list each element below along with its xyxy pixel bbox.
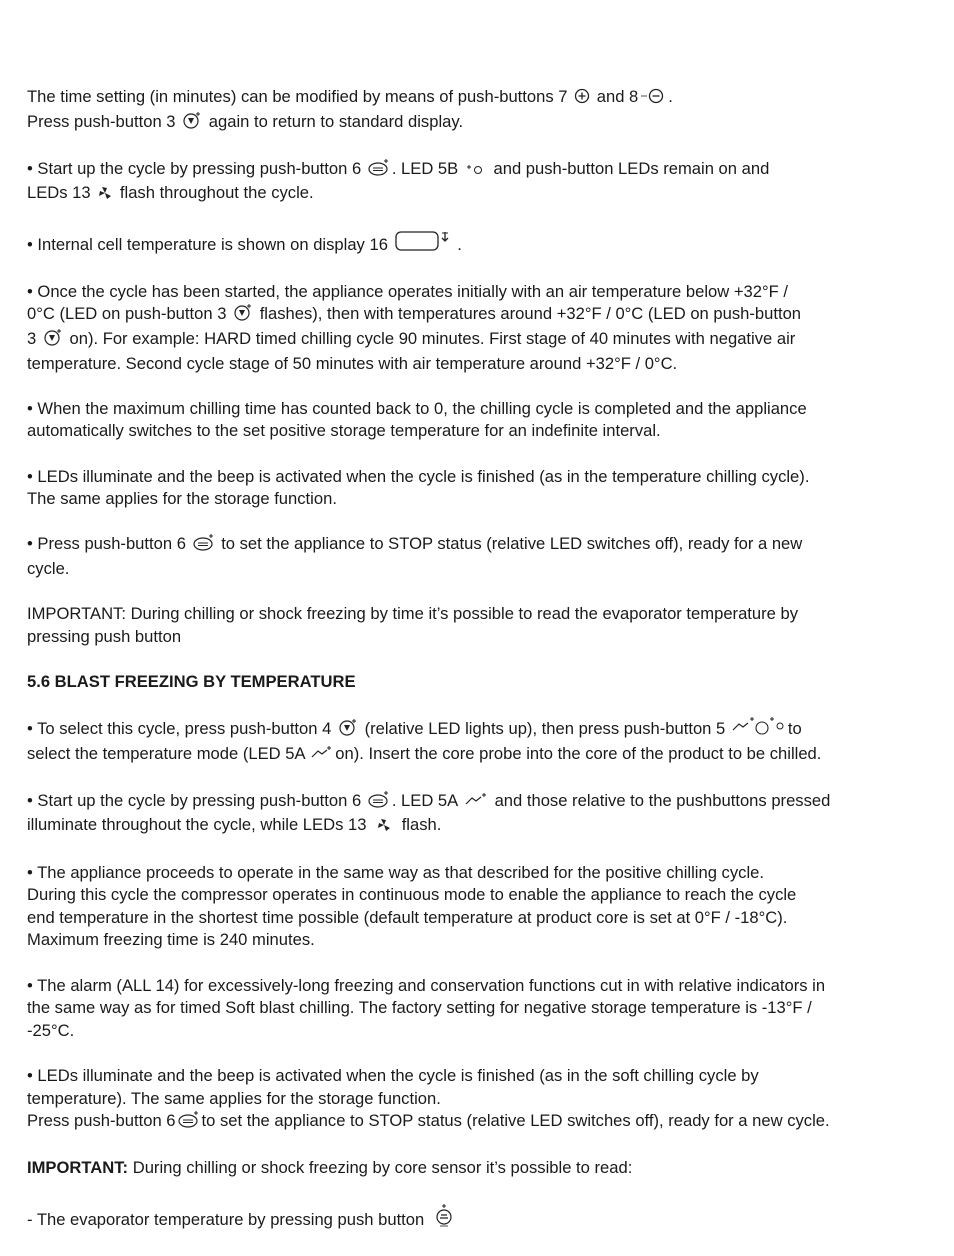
time-setting-paragraph <box>27 86 872 135</box>
text: on). Insert the core probe into the core of the product to be chilled. <box>335 743 822 763</box>
text: The same applies for the storage function. <box>27 489 337 509</box>
text: select the temperature mode (LED 5A <box>27 743 305 763</box>
text: 0°C (LED on push-button 3 <box>27 304 227 324</box>
text: illuminate throughout the cycle, while LEDs 13 <box>27 815 367 835</box>
evaporator-button-icon <box>431 1203 457 1234</box>
core-probe-icon <box>464 792 488 815</box>
timer-led-icon <box>465 160 487 183</box>
evaporator-paragraph <box>27 1203 872 1234</box>
text: flash throughout the cycle. <box>119 183 314 203</box>
text: IMPORTANT: During chilling or shock freezing by time it’s possible to read the evaporator temperature by <box>27 604 799 624</box>
text: • The appliance proceeds to operate in the same way as that described for the positive chilling cycle. <box>27 862 764 882</box>
internal-temp-paragraph <box>27 230 872 259</box>
text: During this cycle the compressor operates in continuous mode to enable the appliance to reach the cycle <box>27 885 797 905</box>
leds-finished-2-paragraph <box>27 1065 872 1135</box>
important-core-paragraph <box>27 1157 872 1180</box>
start-cycle-paragraph <box>27 158 872 207</box>
text: flashes), then with temperatures around +32°F / 0°C (LED on push-button <box>259 304 802 324</box>
plus-circle-icon <box>574 88 590 111</box>
text: flash. <box>401 815 442 835</box>
display-icon <box>395 230 451 259</box>
text: . <box>457 234 462 254</box>
text: and 8 <box>596 87 639 106</box>
chill-mode-icon <box>233 303 253 328</box>
minus-circle-icon <box>640 88 666 111</box>
document-page <box>27 86 872 1256</box>
text: • Once the cycle has been started, the appliance operates initially with an air temperature below +32°F / <box>27 281 788 301</box>
text: 3 <box>27 328 37 348</box>
alarm-paragraph <box>27 975 872 1043</box>
text: to set the appliance to STOP status (relative LED switches off), ready for a new cycle. <box>201 1111 830 1131</box>
text: pressing push button <box>27 626 182 646</box>
text: . LED 5A <box>391 790 458 810</box>
leds-finished-paragraph <box>27 466 872 511</box>
text: • The alarm (ALL 14) for excessively-long freezing and conservation functions cut in with relative indicators in <box>27 975 826 995</box>
text: temperature. Second cycle stage of 50 minutes with air temperature around +32°F / 0°C. <box>27 353 678 373</box>
text: the same way as for timed Soft blast chilling. The factory setting for negative storage temperature is -13°F / <box>27 998 812 1018</box>
text: • Internal cell temperature is shown on display 16 <box>27 234 388 254</box>
important-time-paragraph <box>27 603 872 648</box>
once-started-paragraph <box>27 281 872 375</box>
text: Press push-button 6 <box>27 1111 176 1131</box>
text: • Start up the cycle by pressing push-button 6 <box>27 158 362 178</box>
text: end temperature in the shortest time possible (default temperature at product core is set at 0°F / -18°C). <box>27 907 788 927</box>
text: LEDs 13 <box>27 183 91 203</box>
text: • Press push-button 6 <box>27 534 186 554</box>
fan-icon <box>97 184 113 207</box>
chill-mode-icon <box>338 718 358 743</box>
text: Press push-button 3 <box>27 111 176 131</box>
text: . <box>668 87 673 106</box>
text: • LEDs illuminate and the beep is activated when the cycle is finished (as in the soft chilling cycle by <box>27 1065 759 1085</box>
start-cycle-2-paragraph <box>27 790 872 839</box>
text: -25°C. <box>27 1020 75 1040</box>
start-stop-icon <box>193 533 215 558</box>
text: on). For example: HARD timed chilling cycle 90 minutes. First stage of 40 minutes with negative air <box>69 328 796 348</box>
text: to <box>787 719 802 739</box>
text: . LED 5B <box>391 158 459 178</box>
max-time-paragraph: • When the maximum chilling time has counted back to 0, the chilling cycle is completed and the appliance automatically switches to the set positive storage temperature for an indefinite interval. <box>27 398 807 441</box>
text: and those relative to the pushbuttons pressed <box>494 790 831 810</box>
start-stop-icon <box>178 1110 200 1135</box>
text: • Start up the cycle by pressing push-button 6 <box>27 790 362 810</box>
text: again to return to standard display. <box>208 111 464 131</box>
text: to set the appliance to STOP status (relative LED switches off), ready for a new <box>221 534 803 554</box>
core-probe-icon <box>311 745 333 768</box>
chill-mode-icon <box>43 328 63 353</box>
text: The time setting (in minutes) can be modified by means of push-buttons 7 <box>27 87 568 106</box>
stop-status-paragraph <box>27 533 872 580</box>
start-stop-icon <box>368 790 390 815</box>
text: - The evaporator temperature by pressing push button <box>27 1209 425 1229</box>
start-stop-icon <box>368 158 390 183</box>
important-label: IMPORTANT: <box>27 1158 129 1178</box>
section-heading: 5.6 BLAST FREEZING BY TEMPERATURE <box>27 671 356 691</box>
core-probe-icon <box>732 716 786 743</box>
text: and push-button LEDs remain on and <box>493 158 770 178</box>
text: During chilling or shock freezing by core sensor it’s possible to read: <box>132 1158 633 1178</box>
text: • To select this cycle, press push-button 4 <box>27 719 332 739</box>
text: • LEDs illuminate and the beep is activated when the cycle is finished (as in the temperature chilling cycle). <box>27 466 810 486</box>
text: temperature). The same applies for the storage function. <box>27 1088 441 1108</box>
text: cycle. <box>27 558 70 578</box>
select-cycle-paragraph <box>27 716 872 767</box>
fan-icon <box>373 816 395 839</box>
text: (relative LED lights up), then press push-button 5 <box>364 719 726 739</box>
text: Maximum freezing time is 240 minutes. <box>27 930 315 950</box>
proceeds-paragraph <box>27 862 872 952</box>
chill-mode-icon <box>182 111 202 136</box>
